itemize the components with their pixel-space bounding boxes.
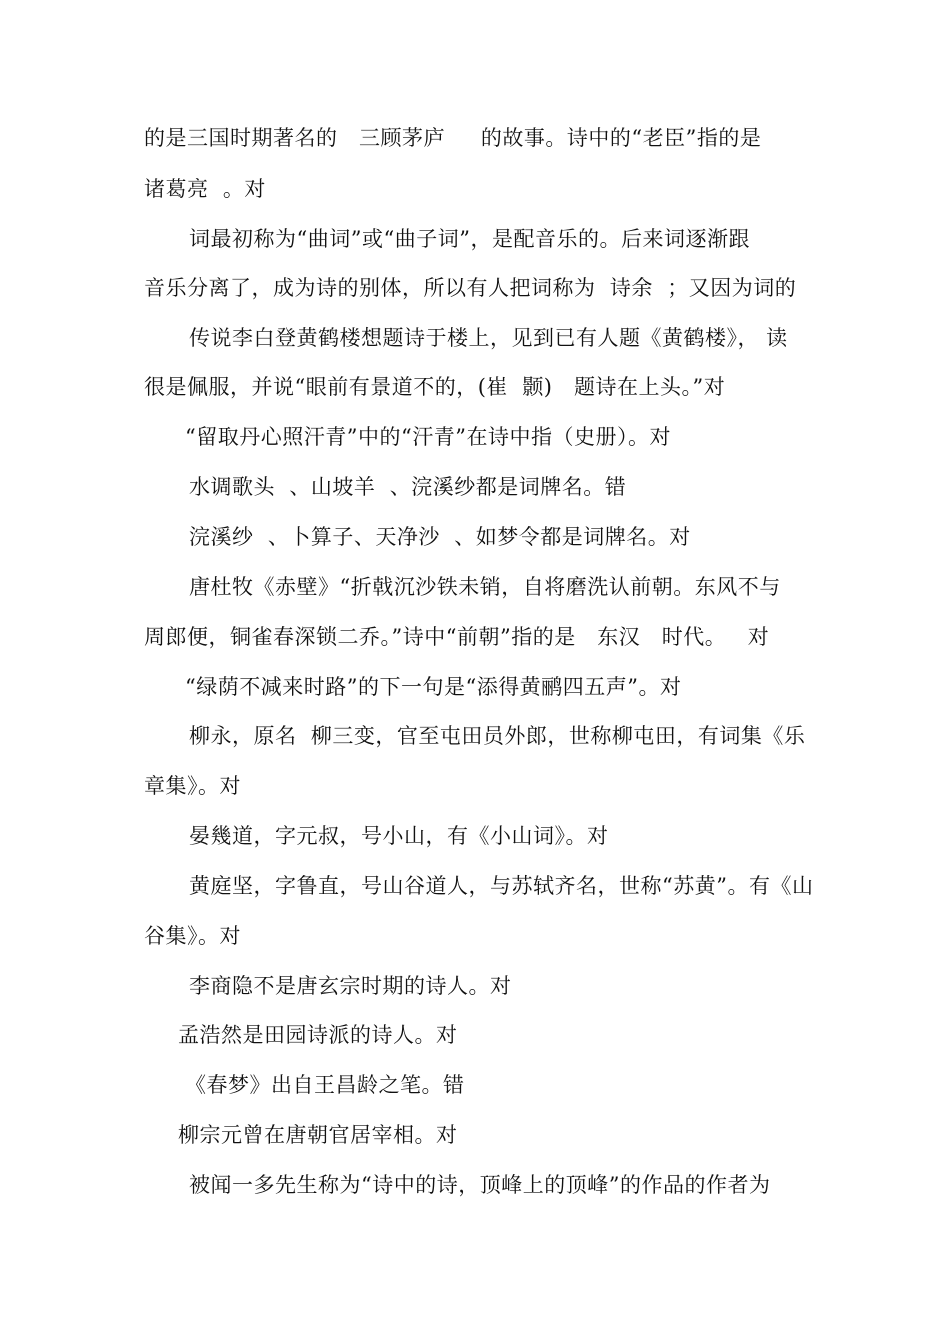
text-line-11: 周郎便，铜雀春深锁二乔。”诗中“前朝”指的是 东汉 时代。 对 [144, 625, 770, 649]
text-line-3: 词最初称为“曲词”或“曲子词”，是配音乐的。后来词逐渐跟 [189, 227, 750, 251]
text-line-8: 水调歌头 、山坡羊 、浣溪纱都是词牌名。错 [189, 475, 627, 499]
text-line-5: 传说李白登黄鹤楼想题诗于楼上，见到已有人题《黄鹤楼》， 读 [189, 326, 788, 350]
text-line-17: 谷集》。对 [144, 924, 241, 948]
text-line-20: 《春梦》出自王昌龄之笔。错 [185, 1073, 465, 1097]
text-line-15: 晏幾道，字元叔，号小山，有《小山词》。对 [189, 824, 609, 848]
text-line-18: 李商隐不是唐玄宗时期的诗人。对 [189, 974, 512, 998]
text-line-4: 音乐分离了，成为诗的别体，所以有人把词称为 诗余 ；又因为词的 [144, 276, 797, 300]
text-line-19: 孟浩然是田园诗派的诗人。对 [178, 1023, 458, 1047]
text-line-13: 柳永，原名 柳三变，官至屯田员外郎，世称柳屯田，有词集《乐 [189, 724, 806, 748]
text-line-16: 黄庭坚，字鲁直，号山谷道人，与苏轼齐名，世称“苏黄”。有《山 [189, 874, 814, 898]
text-line-21: 柳宗元曾在唐朝官居宰相。对 [178, 1123, 458, 1147]
text-line-6: 很是佩服，并说“眼前有景道不的，(崔 颢) 题诗在上头。”对 [144, 375, 726, 399]
text-line-12: “绿荫不减来时路”的下一句是“添得黄鹂四五声”。对 [185, 675, 682, 699]
text-line-1: 的是三国时期著名的 三顾茅庐 的故事。诗中的“老臣”指的是 [144, 126, 762, 150]
text-line-14: 章集》。对 [144, 774, 241, 798]
text-line-22: 被闻一多先生称为“诗中的诗，顶峰上的顶峰”的作品的作者为 [189, 1173, 771, 1197]
text-line-7: “留取丹心照汗青”中的“汗青”在诗中指（史册）。对 [185, 425, 671, 449]
text-line-10: 唐杜牧《赤壁》“折戟沉沙铁未销，自将磨洗认前朝。东风不与 [189, 575, 781, 599]
text-line-9: 浣溪纱 、卜算子、天净沙 、如梦令都是词牌名。对 [189, 525, 691, 549]
text-line-2: 诸葛亮 。对 [144, 177, 266, 201]
